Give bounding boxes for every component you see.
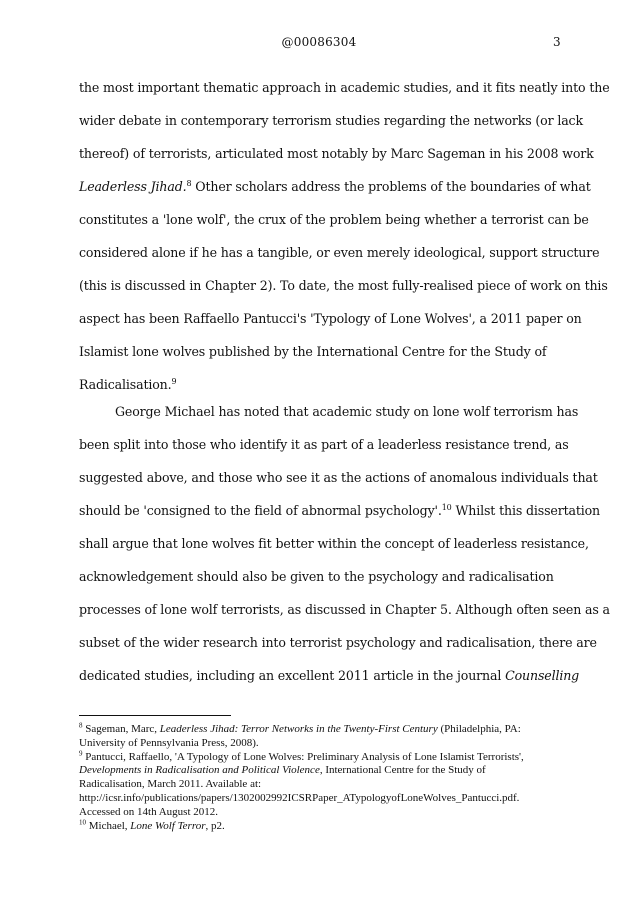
text-line	[79, 494, 601, 527]
footnote-text: , p2.	[205, 819, 225, 832]
paragraph-2	[79, 395, 610, 692]
footnote-9-continued	[79, 764, 579, 778]
text-line: been split into those who identify it as part of a leaderless resistance trend, as	[79, 437, 569, 452]
footnote-mark: 10	[79, 817, 86, 826]
footnote-ref-8[interactable]: 8	[186, 178, 192, 188]
text-line: considered alone if he has a tangible, or even merely ideological, support structure	[79, 245, 600, 260]
footnote-mark: 9	[79, 748, 83, 757]
footnote-title: Lone Wolf Terror	[130, 819, 206, 832]
page-number: 3	[553, 35, 561, 49]
footnote-8-continued: University of Pennsylvania Press, 2008).	[79, 736, 259, 749]
footnote-8	[79, 723, 579, 737]
footnote-text: (Philadelphia, PA:	[437, 723, 521, 735]
text-line: wider debate in contemporary terrorism studies regarding the networks (or lack	[79, 113, 583, 128]
footnote-9	[79, 748, 579, 765]
text-line: the most important thematic approach in academic studies, and it fits neatly into the	[79, 80, 610, 95]
footnote-title: Leaderless Jihad: Terror Networks in the Twenty-First Century	[159, 723, 438, 735]
text-line: acknowledgement should also be given to the psychology and radicalisation	[79, 569, 554, 584]
text-line: subset of the wider research into terrorist psychology and radicalisation, there are	[79, 635, 597, 650]
footnote-title: Developments in Radicalisation and Political Violence	[79, 764, 320, 777]
document-id: @00086304	[281, 35, 357, 49]
text-segment: should be 'consigned to the field of abnormal psychology'.	[79, 503, 442, 518]
text-line: (this is discussed in Chapter 2). To date, the most fully-realised piece of work on this	[79, 278, 608, 293]
text-segment: dedicated studies, including an excellent 2011 article in the journal	[79, 668, 506, 683]
text-segment: Radicalisation.	[79, 377, 172, 392]
text-line: shall argue that lone wolves fit better within the concept of leaderless resistance,	[79, 536, 589, 551]
footnote-ref-9[interactable]: 9	[171, 376, 177, 386]
footnote-text: Sageman, Marc,	[82, 723, 160, 735]
journal-title: Counselling	[505, 668, 580, 683]
text-segment: Other scholars address the problems of the boundaries of what	[191, 179, 591, 194]
footnote-9-continued: Accessed on 14th August 2012.	[79, 805, 219, 818]
footnote-text: , International Centre for the Study of	[319, 764, 486, 777]
footnote-ref-10[interactable]: 10	[441, 502, 452, 512]
footnote-text: Pantucci, Raffaello, 'A Typology of Lone Wolves: Preliminary Analysis of Lone Islamist Terrorists',	[82, 750, 524, 763]
text-segment: Whilst this dissertation	[451, 503, 601, 518]
footnote-separator	[79, 715, 231, 716]
book-title: Leaderless Jihad.	[79, 179, 187, 194]
footnote-10	[79, 817, 579, 834]
text-line: suggested above, and those who see it as the actions of anomalous individuals that	[79, 470, 598, 485]
footnotes	[79, 723, 579, 833]
text-line	[79, 170, 591, 203]
footnote-mark: 8	[79, 721, 83, 730]
text-line: George Michael has noted that academic study on lone wolf terrorism has	[115, 404, 579, 419]
text-line: aspect has been Raffaello Pantucci's 'Typology of Lone Wolves', a 2011 paper on	[79, 311, 582, 326]
footnote-url[interactable]: http://icsr.info/publications/papers/1302002992ICSRPaper_ATypologyofLoneWolves_Pantucci.pdf.	[79, 791, 520, 804]
footnote-9-continued: Radicalisation, March 2011. Available at:	[79, 778, 262, 791]
text-line: Islamist lone wolves published by the International Centre for the Study of	[79, 344, 547, 359]
paragraph-1	[79, 71, 610, 401]
text-line: processes of lone wolf terrorists, as discussed in Chapter 5. Although often seen as a	[79, 602, 610, 617]
text-line	[79, 659, 580, 692]
text-line: thereof) of terrorists, articulated most notably by Marc Sageman in his 2008 work	[79, 146, 594, 161]
footnote-text: Michael,	[86, 819, 131, 832]
text-line: constitutes a 'lone wolf', the crux of the problem being whether a terrorist can be	[79, 212, 589, 227]
